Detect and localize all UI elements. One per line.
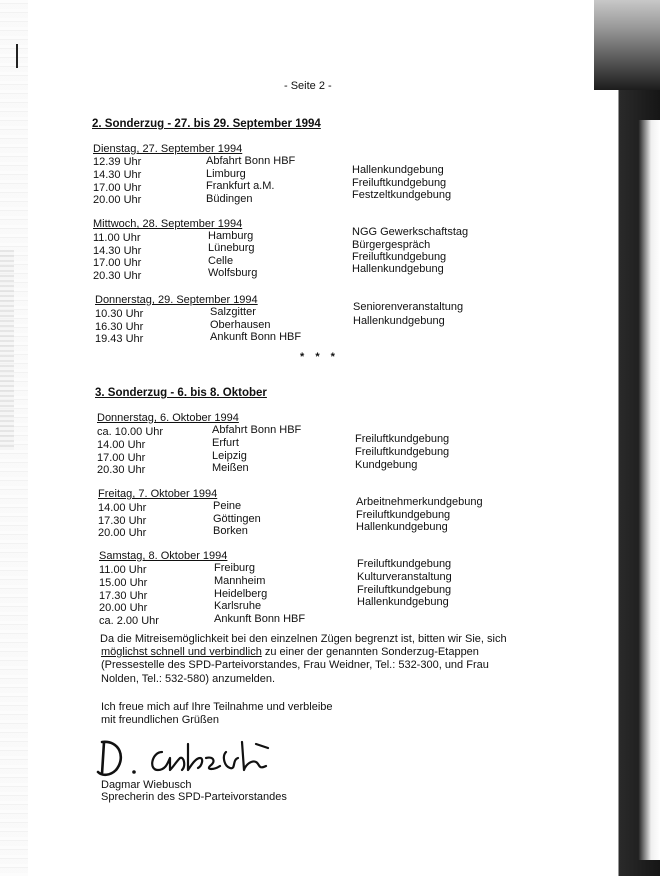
row-place: Hamburg <box>208 230 254 242</box>
row-event: Freiluftkundgebung <box>357 558 452 570</box>
closing-paragraph-line: Nolden, Tel.: 532-580) anzumelden. <box>101 673 276 685</box>
row-time: 19.43 Uhr <box>95 333 144 345</box>
row-time: 15.00 Uhr <box>99 577 148 589</box>
row-event: NGG Gewerkschaftstag <box>352 226 469 238</box>
row-time: 11.00 Uhr <box>93 232 141 244</box>
closing-paragraph-line: Da die Mitreisemöglichkeit bei den einzelnen Zügen begrenzt ist, bitten wir Sie, sich <box>100 633 507 645</box>
emphasis-text: möglichst schnell und verbindlich <box>101 646 262 658</box>
row-place: Erfurt <box>212 437 239 449</box>
row-place: Peine <box>213 500 242 512</box>
closing-paragraph-line: (Pressestelle des SPD-Parteivorstandes, Frau Weidner, Tel.: 532-300, und Frau <box>101 659 489 671</box>
row-place: Karlsruhe <box>214 600 262 612</box>
handwritten-signature <box>96 736 286 782</box>
row-time: 17.00 Uhr <box>93 257 142 269</box>
page-number: - Seite 2 - <box>284 80 332 92</box>
row-place: Lüneburg <box>208 242 255 254</box>
row-place: Frankfurt a.M. <box>206 180 275 192</box>
row-event: Freiluftkundgebung <box>352 177 447 189</box>
row-event: Freiluftkundgebung <box>357 584 452 596</box>
row-event: Freiluftkundgebung <box>355 446 450 458</box>
row-place: Meißen <box>212 462 249 474</box>
closing-paragraph-line <box>101 646 479 659</box>
signer-title: Sprecherin des SPD-Parteivorstandes <box>101 791 287 803</box>
closing-text: zu einer der genannten Sonderzug-Etappen <box>261 646 479 658</box>
row-event: Festzeltkundgebung <box>352 189 452 201</box>
row-place: Salzgitter <box>210 306 256 318</box>
section-separator: * * * <box>300 351 339 363</box>
row-event: Kulturveranstaltung <box>357 571 452 583</box>
row-time: 12.39 Uhr <box>93 156 142 168</box>
row-place: Ankunft Bonn HBF <box>210 331 302 343</box>
row-event: Hallenkundgebung <box>352 263 444 275</box>
row-event: Freiluftkundgebung <box>356 509 451 521</box>
row-time: 20.00 Uhr <box>93 194 142 206</box>
row-time: ca. 10.00 Uhr <box>97 426 164 438</box>
row-place: Büdingen <box>206 193 253 205</box>
row-event: Hallenkundgebung <box>352 164 444 176</box>
row-place: Abfahrt Bonn HBF <box>212 424 302 436</box>
row-time: 14.30 Uhr <box>93 245 142 257</box>
row-event: Hallenkundgebung <box>353 315 445 327</box>
scan-mark <box>16 44 18 68</box>
row-place: Wolfsburg <box>208 267 258 279</box>
row-time: 20.00 Uhr <box>98 527 147 539</box>
row-place: Abfahrt Bonn HBF <box>206 155 296 167</box>
row-time: 20.30 Uhr <box>97 464 146 476</box>
day-heading: Dienstag, 27. September 1994 <box>93 143 243 155</box>
day-heading: Freitag, 7. Oktober 1994 <box>98 488 218 500</box>
row-place: Heidelberg <box>214 588 268 600</box>
row-place: Limburg <box>206 168 246 180</box>
row-time: 17.00 Uhr <box>97 452 146 464</box>
row-place: Freiburg <box>214 562 255 574</box>
day-heading: Donnerstag, 6. Oktober 1994 <box>97 412 239 424</box>
signer-name: Dagmar Wiebusch <box>101 779 192 791</box>
row-time: 10.30 Uhr <box>95 308 144 320</box>
row-time: 11.00 Uhr <box>99 564 147 576</box>
row-time: 20.00 Uhr <box>99 602 148 614</box>
row-place: Ankunft Bonn HBF <box>214 613 306 625</box>
scan-corner-right <box>594 0 660 90</box>
row-event: Freiluftkundgebung <box>352 251 447 263</box>
row-place: Borken <box>213 525 248 537</box>
day-heading: Samstag, 8. Oktober 1994 <box>99 550 228 562</box>
row-event: Hallenkundgebung <box>356 521 448 533</box>
row-place: Oberhausen <box>210 319 271 331</box>
row-time: 20.30 Uhr <box>93 270 142 282</box>
row-event: Seniorenveranstaltung <box>353 301 464 313</box>
row-time: 14.00 Uhr <box>97 439 146 451</box>
row-place: Göttingen <box>213 513 261 525</box>
row-event: Bürgergespräch <box>352 239 431 251</box>
row-time: 17.30 Uhr <box>98 515 147 527</box>
row-place: Mannheim <box>214 575 266 587</box>
row-time: 17.00 Uhr <box>93 182 142 194</box>
scan-noise-left <box>0 250 14 450</box>
row-time: 16.30 Uhr <box>95 321 144 333</box>
row-place: Leipzig <box>212 450 247 462</box>
row-event: Kundgebung <box>355 459 418 471</box>
day-heading: Mittwoch, 28. September 1994 <box>93 218 243 230</box>
row-event: Hallenkundgebung <box>357 596 449 608</box>
row-time: 14.30 Uhr <box>93 169 142 181</box>
row-time: 17.30 Uhr <box>99 590 148 602</box>
section-title-zug3: 3. Sonderzug - 6. bis 8. Oktober <box>95 387 267 399</box>
row-event: Arbeitnehmerkundgebung <box>356 496 483 508</box>
row-event: Freiluftkundgebung <box>355 433 450 445</box>
day-heading: Donnerstag, 29. September 1994 <box>95 294 258 306</box>
row-time: ca. 2.00 Uhr <box>99 615 159 627</box>
scan-page-edge <box>638 120 660 860</box>
greeting-line: mit freundlichen Grüßen <box>101 714 219 726</box>
row-place: Celle <box>208 255 234 267</box>
row-time: 14.00 Uhr <box>98 502 147 514</box>
section-title-zug2: 2. Sonderzug - 27. bis 29. September 1994 <box>92 118 321 130</box>
greeting-line: Ich freue mich auf Ihre Teilnahme und verbleibe <box>101 701 333 713</box>
